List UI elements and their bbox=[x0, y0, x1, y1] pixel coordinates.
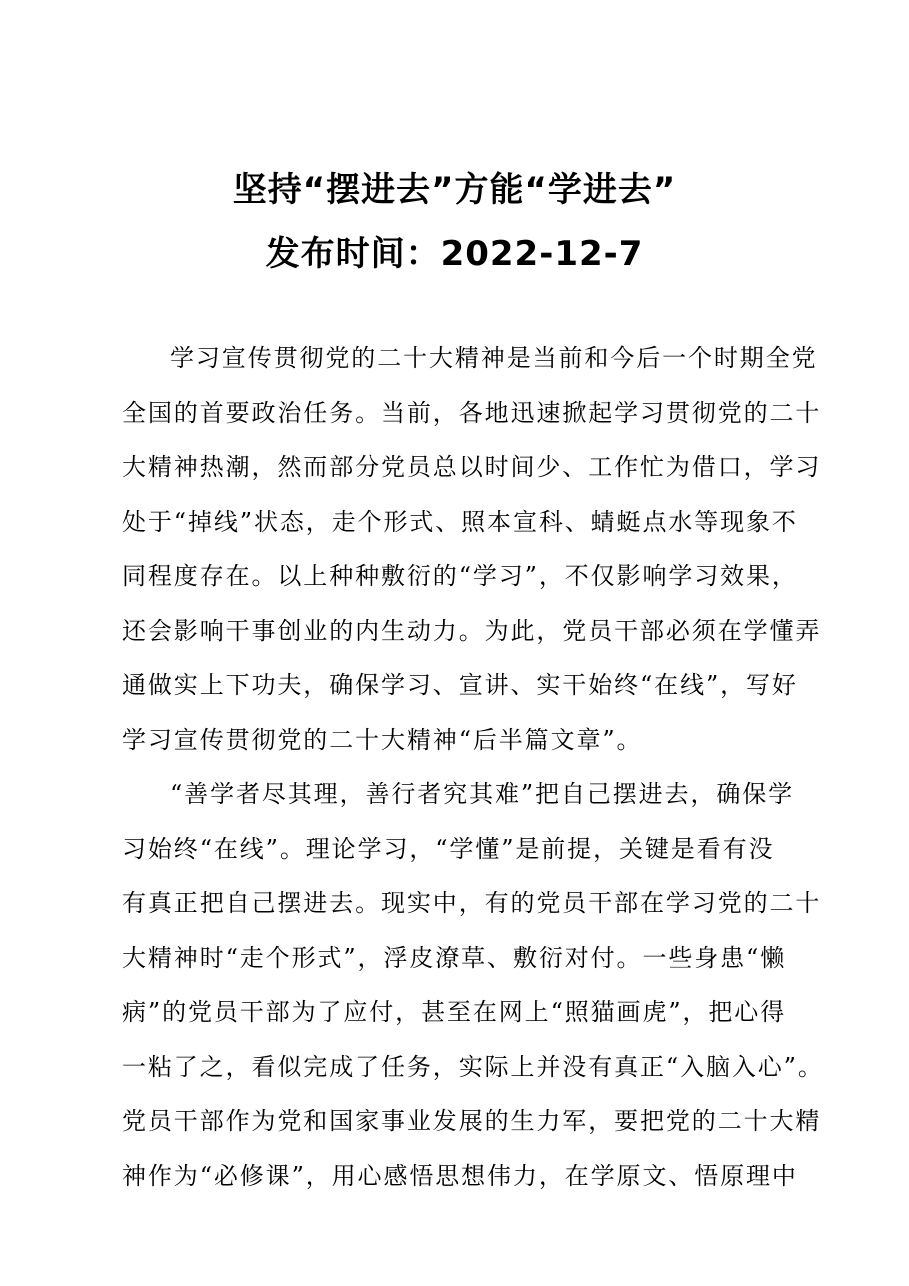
publish-date: 发布时间：2022-12-7 bbox=[265, 234, 644, 274]
article-body bbox=[122, 331, 822, 1203]
text-line: 有真正把自己摆进去。现实中，有的党员干部在学习党的二十 bbox=[122, 889, 822, 917]
text-line: 学习宣传贯彻党的二十大精神“后半篇文章”。 bbox=[122, 725, 643, 754]
text-line: 病”的党员干部为了应付，甚至在网上“照猫画虎”，把心得 bbox=[122, 998, 787, 1026]
text-line: 一粘了之，看似完成了任务，实际上并没有真正“入脑入心”。 bbox=[122, 1052, 824, 1081]
text-line: 通做实上下功夫，确保学习、宣讲、实干始终“在线”，写好 bbox=[122, 671, 798, 699]
text-line: 党员干部作为党和国家事业发展的生力军，要把党的二十大精 bbox=[122, 1107, 822, 1135]
paragraph bbox=[122, 767, 822, 1203]
text-line: 大精神热潮，然而部分党员总以时间少、工作忙为借口，学习 bbox=[122, 453, 822, 481]
text-line: 大精神时“走个形式”，浮皮潦草、敷衍对付。一些身患“懒 bbox=[122, 943, 787, 972]
text-line: “善学者尽其理，善行者究其难”把自己摆进去，确保学 bbox=[170, 780, 795, 808]
text-line: 全国的首要政治任务。当前，各地迅速掀起学习贯彻党的二十 bbox=[122, 398, 822, 427]
text-line: 神作为“必修课”，用心感悟思想伟力，在学原文、悟原理中 bbox=[122, 1161, 798, 1190]
text-line: 处于“掉线”状态，走个形式、照本宣科、蜻蜓点水等现象不 bbox=[122, 507, 798, 536]
text-line: 同程度存在。以上种种敷衍的“学习”，不仅影响学习效果， bbox=[122, 562, 798, 590]
text-line: 习始终“在线”。理论学习，“学懂”是前提，关键是看有没 bbox=[122, 834, 775, 863]
text-line: 还会影响干事创业的内生动力。为此，党员干部必须在学懂弄 bbox=[122, 616, 822, 645]
text-line: 学习宣传贯彻党的二十大精神是当前和今后一个时期全党 bbox=[170, 344, 818, 372]
paragraph bbox=[122, 331, 822, 767]
page-title: 坚持“摆进去”方能“学进去” bbox=[232, 170, 677, 210]
